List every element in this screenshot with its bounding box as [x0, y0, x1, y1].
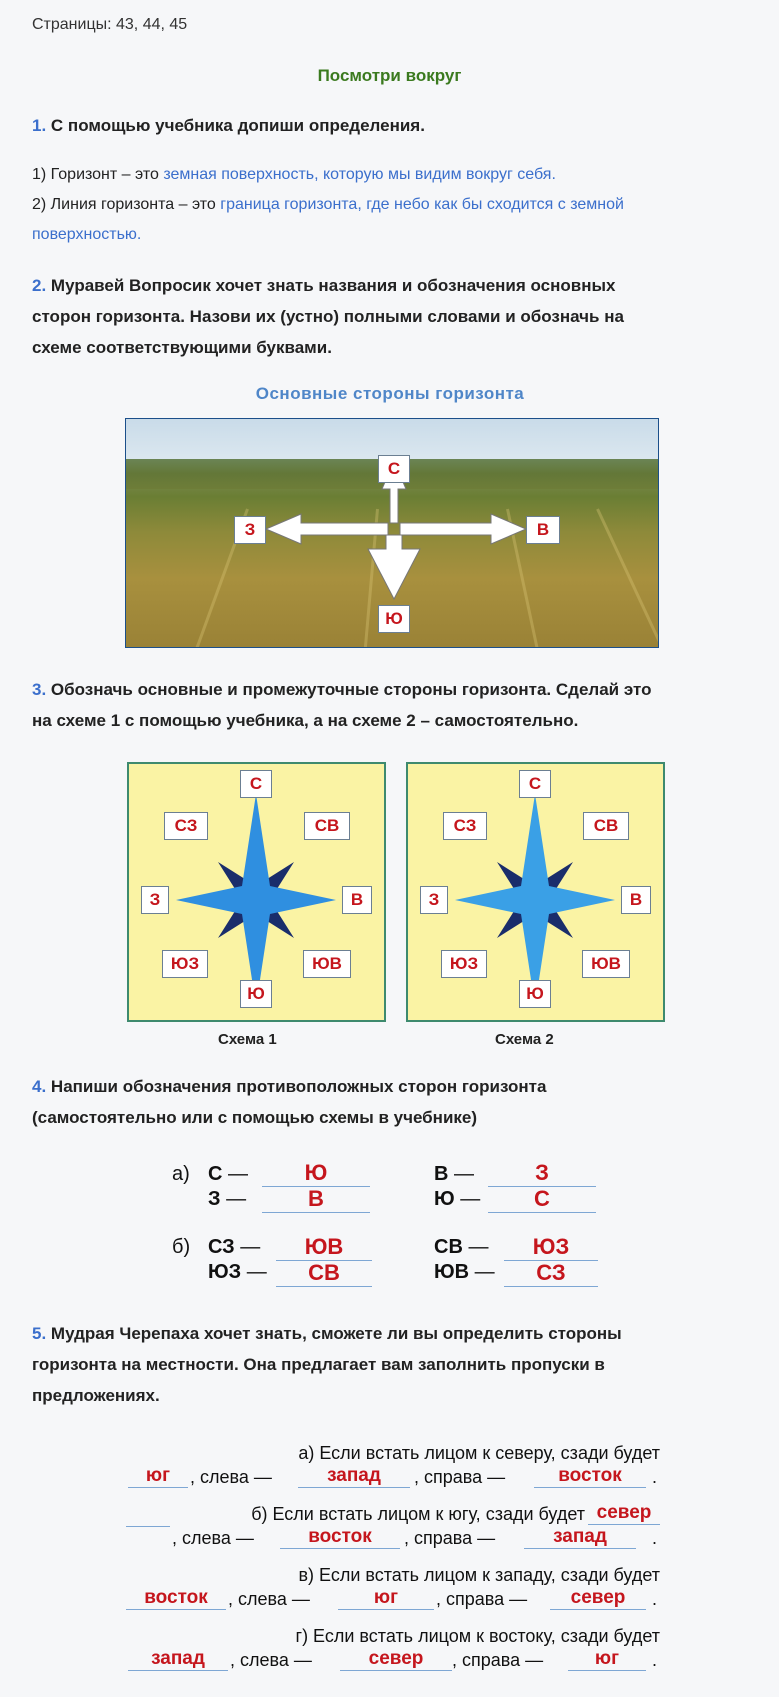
task-2-text-l2: сторон горизонта. Назови их (устно) полными словами и обозначь на	[32, 307, 624, 326]
arrow-south	[368, 535, 420, 599]
scheme-2-label-E: В	[621, 886, 651, 914]
sentence-b-left: восток	[280, 1526, 400, 1549]
sentence-c-right-word: , справа —	[436, 1589, 528, 1609]
horizon-field-picture	[125, 418, 659, 648]
sentence-b-behind-cont	[126, 1526, 170, 1527]
opposites-b-label: б)	[172, 1236, 191, 1258]
sentence-a-behind: юг	[128, 1465, 188, 1488]
task-5-text-l2: горизонта на местности. Она предлагает вам заполнить пропуски в	[32, 1355, 605, 1374]
definition-2-prefix: 2) Линия горизонта – это	[32, 196, 221, 213]
opp-a2-left-answer: В	[262, 1186, 370, 1213]
sentence-c-left-word: , слева —	[228, 1589, 310, 1609]
opp-a2-left: З —	[208, 1188, 247, 1210]
scheme-2-label-S: Ю	[519, 980, 551, 1008]
sentence-a-right: восток	[534, 1465, 646, 1488]
task-4-heading	[32, 1071, 747, 1102]
sentence-b-left-word: , слева —	[172, 1528, 254, 1548]
sentence-d-period: .	[652, 1650, 658, 1670]
task-2-text-l3: схеме соответствующими буквами.	[32, 338, 332, 357]
task-2-heading	[32, 270, 747, 301]
scheme-1-label-SW: ЮЗ	[162, 950, 208, 978]
sentence-a-left: запад	[298, 1465, 410, 1488]
pages-reference: Страницы: 43, 44, 45	[32, 16, 188, 33]
scheme-1-label-E: В	[342, 886, 372, 914]
sentence-b-behind: север	[588, 1502, 660, 1525]
task-1-number: 1.	[32, 116, 47, 135]
opp-b1-left-answer: ЮВ	[276, 1234, 372, 1261]
definition-2-answer: граница горизонта, где небо как бы сходится с земной	[220, 196, 624, 213]
definition-1-answer: земная поверхность, которую мы видим вокруг себя.	[163, 166, 556, 183]
scheme-2-label-W: З	[420, 886, 448, 914]
definition-1-prefix: 1) Горизонт – это	[32, 166, 164, 183]
scheme-1-label-N: С	[240, 770, 272, 798]
scheme-1-label-S: Ю	[240, 980, 272, 1008]
opp-b2-right: ЮВ —	[434, 1261, 495, 1283]
opp-b2-right-answer: СЗ	[504, 1260, 598, 1287]
task-4-text-l2: (самостоятельно или с помощью схемы в учебнике)	[32, 1108, 478, 1127]
task-1-heading	[32, 110, 747, 141]
sentence-d-line1: г) Если встать лицом к востоку, сзади будет	[295, 1626, 660, 1646]
task-2-text-l1: Муравей Вопросик хочет знать названия и обозначения основных	[50, 276, 616, 295]
definition-2	[32, 190, 752, 220]
opp-a1-right: В —	[434, 1163, 475, 1185]
task-5-text-l1: Мудрая Черепаха хочет знать, сможете ли вы определить стороны	[50, 1324, 622, 1343]
scheme-2-label-NW: СЗ	[443, 812, 487, 840]
sentence-b-right-word: , справа —	[404, 1528, 496, 1548]
sentence-b-line1: б) Если встать лицом к югу, сзади будет	[251, 1504, 585, 1524]
opp-a2-right: Ю —	[434, 1188, 481, 1210]
scheme-2-label-SE: ЮВ	[582, 950, 630, 978]
opp-b1-left: СЗ —	[208, 1236, 261, 1258]
scheme-2	[406, 762, 665, 1022]
sentence-a-left-word: , слева —	[190, 1467, 272, 1487]
opp-b1-right: СВ —	[434, 1236, 489, 1258]
task-3-number: 3.	[32, 680, 47, 699]
sentence-c-left: юг	[338, 1587, 434, 1610]
opp-b1-right-answer: ЮЗ	[504, 1234, 598, 1261]
scheme-1-caption: Схема 1	[218, 1031, 277, 1048]
scheme-1-label-W: З	[141, 886, 169, 914]
scheme-2-label-N: С	[519, 770, 551, 798]
scheme-1-label-NE: СВ	[304, 812, 350, 840]
task-3-text-l2: на схеме 1 с помощью учебника, а на схеме 2 – самостоятельно.	[32, 711, 579, 730]
opp-a2-right-answer: С	[488, 1186, 596, 1213]
task-3-heading	[32, 674, 747, 705]
label-north: С	[378, 455, 410, 483]
sentence-d-right-word: , справа —	[452, 1650, 544, 1670]
sentence-c-period: .	[652, 1589, 658, 1609]
sentence-c-right: север	[550, 1587, 646, 1610]
sentence-a-line1: а) Если встать лицом к северу, сзади будет	[298, 1443, 660, 1463]
label-west: З	[234, 516, 266, 544]
task-5-text-l3: предложениях.	[32, 1386, 160, 1405]
task-3-text-l1: Обозначь основные и промежуточные стороны горизонта. Сделай это	[50, 680, 652, 699]
scheme-2-label-SW: ЮЗ	[441, 950, 487, 978]
task-4-number: 4.	[32, 1077, 47, 1096]
task-2-number: 2.	[32, 276, 47, 295]
task-4-text-l1: Напиши обозначения противоположных сторон горизонта	[50, 1077, 547, 1096]
page-title: Посмотри вокруг	[317, 66, 462, 85]
label-east: В	[526, 516, 560, 544]
opp-b2-left: ЮЗ —	[208, 1261, 267, 1283]
task-5-heading	[32, 1318, 747, 1349]
sentence-c-line1: в) Если встать лицом к западу, сзади будет	[298, 1565, 660, 1585]
task-1-text: С помощью учебника допиши определения.	[50, 116, 425, 135]
sentence-d-left-word: , слева —	[230, 1650, 312, 1670]
horizon-picture-title: Основные стороны горизонта	[255, 384, 525, 403]
sentence-d-right: юг	[568, 1648, 646, 1671]
opp-a1-left: С —	[208, 1163, 249, 1185]
label-south: Ю	[378, 605, 410, 633]
opp-b2-left-answer: СВ	[276, 1260, 372, 1287]
definition-1	[32, 160, 752, 190]
opposites-a-label: а)	[172, 1163, 190, 1185]
sentence-b-period: .	[652, 1528, 658, 1548]
scheme-2-label-NE: СВ	[583, 812, 629, 840]
arrow-east	[400, 514, 526, 544]
opp-a1-right-answer: З	[488, 1160, 596, 1187]
sentence-d-behind: запад	[128, 1648, 228, 1671]
sentence-b-right: запад	[524, 1526, 636, 1549]
opp-a1-left-answer: Ю	[262, 1160, 370, 1187]
sentence-c-behind: восток	[126, 1587, 226, 1610]
scheme-1-label-SE: ЮВ	[303, 950, 351, 978]
task-5-number: 5.	[32, 1324, 47, 1343]
scheme-2-caption: Схема 2	[495, 1031, 554, 1048]
scheme-1	[127, 762, 386, 1022]
sentence-a-period: .	[652, 1467, 658, 1487]
definition-2-answer-cont: поверхностью.	[32, 226, 142, 243]
arrow-west	[266, 514, 388, 544]
scheme-1-label-NW: СЗ	[164, 812, 208, 840]
sentence-a-right-word: , справа —	[414, 1467, 506, 1487]
sentence-d-left: север	[340, 1648, 452, 1671]
